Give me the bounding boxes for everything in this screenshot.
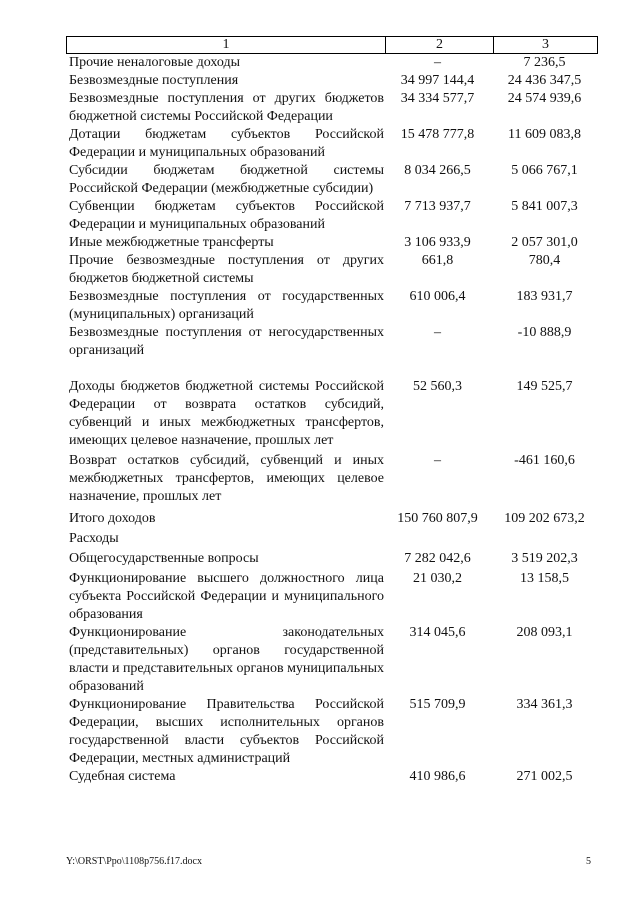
row-label: Общегосударственные вопросы (69, 551, 259, 566)
row-label: Доходы бюджетов бюджетной системы Российской Федерации от возврата остатков субсидий, субвенций и иных межбюджетных трансфертов, имеющих целевое назначение, прошлых лет (69, 379, 384, 448)
value-col-3: 109 202 673,2 (504, 511, 585, 526)
value-col-2: 8 034 266,5 (404, 163, 471, 178)
row-label: Судебная система (69, 769, 176, 784)
value-col-2: 34 997 144,4 (400, 73, 475, 88)
value-col-3: 13 158,5 (520, 571, 569, 586)
value-col-2: 410 986,6 (409, 769, 466, 784)
table-row (66, 252, 598, 288)
value-col-3: 24 574 939,6 (507, 91, 582, 106)
table-row (66, 198, 598, 234)
table-row (66, 288, 598, 324)
value-col-3: 7 236,5 (523, 55, 566, 70)
table-row (66, 696, 598, 768)
value-col-2: 610 006,4 (409, 289, 466, 304)
table-row (66, 510, 598, 528)
row-label: Дотации бюджетам субъектов Российской Федерации и муниципальных образований (69, 127, 384, 160)
table-row (66, 72, 598, 90)
table-row (66, 530, 598, 548)
row-label: Расходы (69, 531, 119, 546)
table-row (66, 90, 598, 126)
value-col-3: -461 160,6 (514, 453, 575, 468)
row-label: Итого доходов (69, 511, 156, 526)
row-label: Безвозмездные поступления от других бюджетов бюджетной системы Российской Федерации (69, 91, 384, 124)
table-row (66, 570, 598, 624)
value-col-2: 661,8 (421, 253, 454, 268)
value-col-3: 149 525,7 (516, 379, 573, 394)
value-col-2 (384, 530, 491, 548)
value-col-2: 515 709,9 (409, 697, 466, 712)
value-col-3: 183 931,7 (516, 289, 573, 304)
row-label: Иные межбюджетные трансферты (69, 235, 274, 250)
row-label: Прочие безвозмездные поступления от других бюджетов бюджетной системы (69, 253, 384, 286)
value-col-3: 5 066 767,1 (511, 163, 578, 178)
value-col-3: 11 609 083,8 (508, 127, 581, 142)
value-col-2: 7 282 042,6 (404, 551, 471, 566)
table-row (66, 324, 598, 360)
row-label: Функционирование Правительства Российской Федерации, высших исполнительных органов государственной власти субъектов Российской Федерации, местных администраций (69, 697, 384, 766)
table-row (66, 550, 598, 568)
table-body (66, 54, 598, 786)
table-row (66, 126, 598, 162)
table-row (66, 54, 598, 72)
row-label: Прочие неналоговые доходы (69, 55, 241, 70)
row-label: Субвенции бюджетам субъектов Российской Федерации и муниципальных образований (69, 199, 384, 232)
header-col-1: 1 (67, 37, 386, 53)
row-label: Безвозмездные поступления (69, 73, 239, 88)
value-col-2: – (434, 325, 441, 340)
value-col-3: 334 361,3 (516, 697, 573, 712)
table-row (66, 378, 598, 450)
row-label: Безвозмездные поступления от государственных (муниципальных) организаций (69, 289, 384, 322)
value-col-3: 3 519 202,3 (511, 551, 578, 566)
value-col-3: -10 888,9 (517, 325, 572, 340)
table-row (66, 768, 598, 786)
value-col-3 (491, 530, 598, 548)
value-col-3: 208 093,1 (516, 625, 573, 640)
value-col-2: 7 713 937,7 (404, 199, 471, 214)
file-path: Y:\ORST\Ppo\1108p756.f17.docx (66, 856, 202, 867)
value-col-2: 150 760 807,9 (397, 511, 478, 526)
value-col-2: 3 106 933,9 (404, 235, 471, 250)
value-col-2: 15 478 777,8 (400, 127, 475, 142)
value-col-2: 34 334 577,7 (400, 91, 475, 106)
value-col-2: – (434, 55, 441, 70)
value-col-2: 314 045,6 (409, 625, 466, 640)
table-row (66, 162, 598, 198)
row-label: Безвозмездные поступления от негосударственных организаций (69, 325, 384, 358)
table-row (66, 452, 598, 506)
table-header (66, 36, 598, 54)
table-row (66, 624, 598, 696)
table-row (66, 234, 598, 252)
row-label: Субсидии бюджетам бюджетной системы Российской Федерации (межбюджетные субсидии) (69, 163, 384, 196)
value-col-3: 5 841 007,3 (511, 199, 578, 214)
value-col-3: 24 436 347,5 (507, 73, 582, 88)
budget-table (66, 36, 598, 786)
row-label: Функционирование высшего должностного лица субъекта Российской Федерации и муниципального образования (69, 571, 384, 622)
value-col-3: 780,4 (528, 253, 561, 268)
value-col-3: 2 057 301,0 (511, 235, 578, 250)
row-label: Возврат остатков субсидий, субвенций и иных межбюджетных трансфертов, имеющих целевое назначение, прошлых лет (69, 453, 384, 504)
value-col-2: 52 560,3 (413, 379, 462, 394)
value-col-2: – (434, 453, 441, 468)
value-col-2: 21 030,2 (413, 571, 462, 586)
header-col-3: 3 (542, 37, 549, 52)
value-col-3: 271 002,5 (516, 769, 573, 784)
header-col-2: 2 (386, 37, 494, 53)
row-label: Функционирование законодательных (представительных) органов государственной власти и представительных органов муниципальных образований (69, 625, 384, 694)
page-number: 5 (586, 856, 591, 867)
